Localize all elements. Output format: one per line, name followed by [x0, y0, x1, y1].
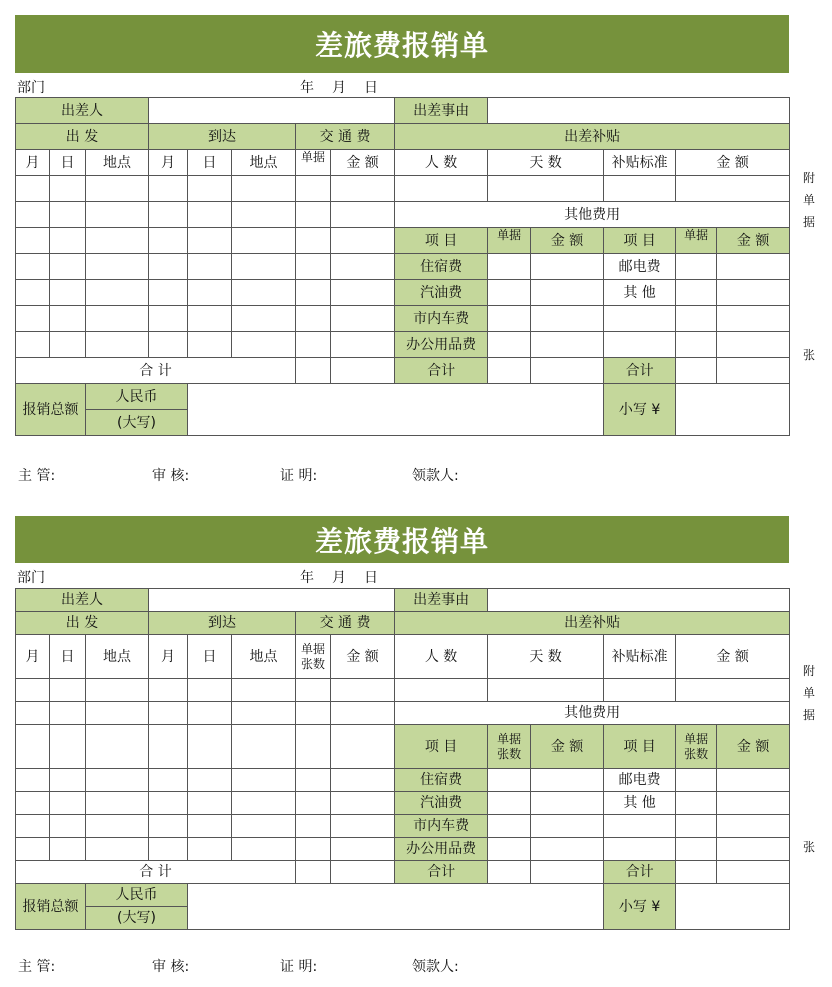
cell[interactable]	[149, 254, 188, 280]
col-month: 月	[16, 150, 50, 176]
traveler-label: 出差人	[16, 98, 149, 124]
col-receipts: 单据	[676, 228, 717, 254]
side-note-receipt: 据	[803, 215, 816, 229]
side-note-attach: 附	[803, 171, 816, 185]
cell[interactable]	[488, 332, 531, 358]
cell[interactable]	[531, 254, 604, 280]
reviewer-label: 审 核:	[152, 959, 190, 975]
col-day: 日	[188, 150, 232, 176]
transport-header: 交 通 费	[296, 124, 395, 150]
cell[interactable]	[188, 228, 232, 254]
cell[interactable]	[331, 861, 395, 884]
depart-header: 出 发	[16, 124, 149, 150]
cell[interactable]	[149, 702, 188, 725]
cell[interactable]	[717, 358, 790, 384]
cell[interactable]	[296, 769, 331, 792]
item-fuel: 汽油费	[395, 280, 488, 306]
col-item: 项 目	[604, 725, 676, 769]
cell[interactable]	[50, 679, 86, 702]
cell[interactable]	[717, 254, 790, 280]
day-label: 日	[364, 570, 378, 586]
item-local-transport: 市内车费	[395, 306, 488, 332]
count-label: 张数	[684, 746, 709, 761]
form-title: 差旅费报销单	[15, 516, 789, 563]
cell[interactable]	[531, 306, 604, 332]
year-label: 年	[300, 80, 314, 96]
col-amount: 金 额	[331, 150, 395, 176]
cell[interactable]	[488, 792, 531, 815]
expense-table	[15, 588, 790, 930]
cell[interactable]	[149, 202, 188, 228]
col-day: 日	[188, 635, 232, 679]
cell[interactable]	[232, 176, 296, 202]
col-standard: 补贴标准	[604, 635, 676, 679]
cell[interactable]	[16, 254, 50, 280]
cell[interactable]	[676, 332, 717, 358]
cell[interactable]	[86, 176, 149, 202]
cell[interactable]	[86, 228, 149, 254]
cell[interactable]	[296, 176, 331, 202]
cell[interactable]	[331, 702, 395, 725]
reason-value[interactable]	[488, 98, 790, 124]
cell[interactable]	[395, 679, 488, 702]
cell[interactable]	[16, 280, 50, 306]
amount-small-value[interactable]	[676, 384, 790, 436]
cell[interactable]	[395, 176, 488, 202]
col-receipts: 单据	[296, 150, 331, 176]
col-day: 日	[50, 635, 86, 679]
cell[interactable]	[50, 838, 86, 861]
total-label: 合 计	[16, 861, 296, 884]
item-postal: 邮电费	[604, 769, 676, 792]
cell[interactable]	[531, 838, 604, 861]
col-place: 地点	[232, 635, 296, 679]
count-label: 张数	[497, 746, 522, 761]
cell[interactable]	[488, 769, 531, 792]
cell[interactable]	[232, 702, 296, 725]
cell[interactable]	[296, 815, 331, 838]
cell[interactable]	[149, 769, 188, 792]
col-month: 月	[149, 635, 188, 679]
reason-value[interactable]	[488, 589, 790, 612]
cell[interactable]	[232, 202, 296, 228]
cell[interactable]	[296, 202, 331, 228]
cell[interactable]	[86, 838, 149, 861]
cell[interactable]	[188, 815, 232, 838]
col-amount: 金 额	[676, 635, 790, 679]
cell[interactable]	[149, 725, 188, 769]
cell[interactable]	[188, 254, 232, 280]
cell[interactable]	[531, 815, 604, 838]
subtotal-label: 合计	[604, 358, 676, 384]
cell[interactable]	[296, 280, 331, 306]
dept-date-line	[15, 73, 789, 97]
traveler-value[interactable]	[149, 589, 395, 612]
cell[interactable]	[531, 792, 604, 815]
cell[interactable]	[232, 792, 296, 815]
col-receipts: 单据	[488, 228, 531, 254]
cell[interactable]	[149, 838, 188, 861]
cell[interactable]	[717, 815, 790, 838]
cell[interactable]	[86, 306, 149, 332]
cell[interactable]	[188, 176, 232, 202]
cell[interactable]	[296, 861, 331, 884]
cell[interactable]	[50, 332, 86, 358]
cell[interactable]	[188, 838, 232, 861]
cell[interactable]	[676, 815, 717, 838]
dept-date-line	[15, 563, 789, 588]
item-local-transport: 市内车费	[395, 815, 488, 838]
cell[interactable]	[331, 358, 395, 384]
cell[interactable]	[531, 280, 604, 306]
cell[interactable]	[676, 176, 790, 202]
cell[interactable]	[296, 725, 331, 769]
col-item: 项 目	[395, 725, 488, 769]
supervisor-label: 主 管:	[18, 959, 56, 975]
col-place: 地点	[86, 150, 149, 176]
item-lodging: 住宿费	[395, 254, 488, 280]
col-item: 项 目	[604, 228, 676, 254]
cell[interactable]	[296, 838, 331, 861]
subsidy-header: 出差补贴	[395, 124, 790, 150]
cell[interactable]	[331, 792, 395, 815]
cell[interactable]	[604, 815, 676, 838]
cell[interactable]	[188, 306, 232, 332]
cell[interactable]	[331, 228, 395, 254]
col-standard: 补贴标准	[604, 150, 676, 176]
rmb-label: 人民币	[86, 384, 188, 410]
side-note-single: 单	[803, 686, 816, 700]
cell[interactable]	[232, 838, 296, 861]
col-receipt-count	[488, 725, 531, 769]
cell[interactable]	[488, 176, 604, 202]
cell[interactable]	[296, 332, 331, 358]
cell[interactable]	[86, 725, 149, 769]
cell[interactable]	[488, 280, 531, 306]
cell[interactable]	[717, 792, 790, 815]
subsidy-header: 出差补贴	[395, 612, 790, 635]
cell[interactable]	[296, 306, 331, 332]
cell[interactable]	[16, 332, 50, 358]
cell[interactable]	[86, 202, 149, 228]
cell[interactable]	[50, 202, 86, 228]
col-amount: 金 额	[717, 228, 790, 254]
cell[interactable]	[149, 228, 188, 254]
item-fuel: 汽油费	[395, 792, 488, 815]
cell[interactable]	[188, 332, 232, 358]
cell[interactable]	[717, 769, 790, 792]
cell[interactable]	[16, 725, 50, 769]
cell[interactable]	[232, 769, 296, 792]
depart-header: 出 发	[16, 612, 149, 635]
receipt-label: 单据	[684, 731, 709, 746]
cell[interactable]	[488, 838, 531, 861]
cell[interactable]	[86, 280, 149, 306]
cell[interactable]	[531, 358, 604, 384]
side-note-attach: 附	[803, 664, 816, 678]
col-item: 项 目	[395, 228, 488, 254]
cell[interactable]	[331, 769, 395, 792]
receipt-label: 单据	[497, 731, 522, 746]
cell[interactable]	[16, 792, 50, 815]
cell[interactable]	[188, 280, 232, 306]
reason-label: 出差事由	[395, 98, 488, 124]
cell[interactable]	[232, 332, 296, 358]
cell[interactable]	[331, 254, 395, 280]
col-people: 人 数	[395, 635, 488, 679]
cell[interactable]	[676, 679, 790, 702]
cell[interactable]	[149, 792, 188, 815]
cell[interactable]	[331, 332, 395, 358]
cell[interactable]	[188, 702, 232, 725]
cell[interactable]	[604, 176, 676, 202]
amount-small-label: 小写 ¥	[604, 384, 676, 436]
cell[interactable]	[232, 679, 296, 702]
side-note-sheet: 张	[803, 840, 816, 854]
col-place: 地点	[86, 635, 149, 679]
cell[interactable]	[86, 332, 149, 358]
item-other: 其 他	[604, 792, 676, 815]
cell[interactable]	[717, 306, 790, 332]
cell[interactable]	[149, 332, 188, 358]
cell[interactable]	[331, 176, 395, 202]
reason-label: 出差事由	[395, 589, 488, 612]
cell[interactable]	[331, 838, 395, 861]
cell[interactable]	[149, 306, 188, 332]
cell[interactable]	[149, 280, 188, 306]
cell[interactable]	[717, 332, 790, 358]
transport-header: 交 通 费	[296, 612, 395, 635]
cell[interactable]	[86, 792, 149, 815]
cell[interactable]	[188, 725, 232, 769]
cell[interactable]	[232, 228, 296, 254]
cell[interactable]	[676, 769, 717, 792]
traveler-value[interactable]	[149, 98, 395, 124]
cell[interactable]	[50, 306, 86, 332]
cell[interactable]	[16, 306, 50, 332]
cell[interactable]	[50, 254, 86, 280]
cell[interactable]	[50, 815, 86, 838]
cell[interactable]	[676, 861, 717, 884]
cell[interactable]	[676, 358, 717, 384]
cell[interactable]	[16, 702, 50, 725]
cell[interactable]	[676, 792, 717, 815]
dept-label: 部门	[17, 80, 45, 96]
cell[interactable]	[86, 769, 149, 792]
cell[interactable]	[488, 306, 531, 332]
cell[interactable]	[232, 306, 296, 332]
cell[interactable]	[50, 769, 86, 792]
cell[interactable]	[604, 306, 676, 332]
col-amount: 金 额	[676, 150, 790, 176]
cell[interactable]	[331, 815, 395, 838]
cell[interactable]	[188, 202, 232, 228]
col-receipt-count	[296, 635, 331, 679]
cell[interactable]	[296, 358, 331, 384]
cell[interactable]	[717, 838, 790, 861]
cell[interactable]	[16, 679, 50, 702]
witness-label: 证 明:	[280, 959, 318, 975]
col-amount: 金 额	[717, 725, 790, 769]
col-place: 地点	[232, 150, 296, 176]
expense-table	[15, 97, 790, 436]
amount-upper-value[interactable]	[188, 384, 604, 436]
cell[interactable]	[16, 228, 50, 254]
amount-small-label: 小写 ¥	[604, 884, 676, 930]
col-month: 月	[16, 635, 50, 679]
cell[interactable]	[232, 280, 296, 306]
cell[interactable]	[488, 815, 531, 838]
other-expenses-header: 其他费用	[395, 202, 790, 228]
amount-upper-value[interactable]	[188, 884, 604, 930]
side-note-receipt: 据	[803, 708, 816, 722]
col-days: 天 数	[488, 150, 604, 176]
cell[interactable]	[676, 306, 717, 332]
col-day: 日	[50, 150, 86, 176]
payee-label: 领款人:	[412, 468, 459, 484]
total-label: 合 计	[16, 358, 296, 384]
signature-line	[18, 465, 618, 485]
col-month: 月	[149, 150, 188, 176]
cell[interactable]	[50, 280, 86, 306]
cell[interactable]	[86, 702, 149, 725]
cell[interactable]	[717, 280, 790, 306]
cell[interactable]	[296, 228, 331, 254]
other-expenses-header: 其他费用	[395, 702, 790, 725]
cell[interactable]	[331, 280, 395, 306]
cell[interactable]	[717, 861, 790, 884]
item-lodging: 住宿费	[395, 769, 488, 792]
cell[interactable]	[296, 792, 331, 815]
cell[interactable]	[188, 769, 232, 792]
form-title: 差旅费报销单	[15, 15, 789, 73]
cell[interactable]	[188, 679, 232, 702]
cell[interactable]	[232, 254, 296, 280]
count-label: 张数	[301, 656, 326, 671]
cell[interactable]	[50, 702, 86, 725]
cell[interactable]	[50, 228, 86, 254]
cell[interactable]	[86, 679, 149, 702]
cell[interactable]	[676, 280, 717, 306]
item-office-supplies: 办公用品费	[395, 838, 488, 861]
expense-form-1	[15, 15, 789, 436]
witness-label: 证 明:	[280, 468, 318, 484]
cell[interactable]	[16, 815, 50, 838]
item-other: 其 他	[604, 280, 676, 306]
cell[interactable]	[16, 176, 50, 202]
cell[interactable]	[531, 332, 604, 358]
rmb-label: 人民币	[86, 884, 188, 907]
reviewer-label: 审 核:	[152, 468, 190, 484]
col-people: 人 数	[395, 150, 488, 176]
upper-case-label: (大写)	[86, 907, 188, 930]
side-note-sheet: 张	[803, 348, 816, 362]
col-amount: 金 额	[531, 725, 604, 769]
col-receipt-count	[676, 725, 717, 769]
item-office-supplies: 办公用品费	[395, 332, 488, 358]
cell[interactable]	[488, 358, 531, 384]
traveler-label: 出差人	[16, 589, 149, 612]
cell[interactable]	[296, 702, 331, 725]
side-note-single: 单	[803, 193, 816, 207]
day-label: 日	[364, 80, 378, 96]
cell[interactable]	[488, 254, 531, 280]
col-amount: 金 额	[331, 635, 395, 679]
cell[interactable]	[604, 679, 676, 702]
arrive-header: 到达	[149, 124, 296, 150]
cell[interactable]	[50, 176, 86, 202]
cell[interactable]	[16, 838, 50, 861]
cell[interactable]	[531, 861, 604, 884]
supervisor-label: 主 管:	[18, 468, 56, 484]
upper-case-label: (大写)	[86, 410, 188, 436]
item-postal: 邮电费	[604, 254, 676, 280]
col-amount: 金 额	[531, 228, 604, 254]
subtotal-label: 合计	[604, 861, 676, 884]
reimbursement-total-label: 报销总额	[16, 384, 86, 436]
cell[interactable]	[232, 815, 296, 838]
arrive-header: 到达	[149, 612, 296, 635]
cell[interactable]	[604, 332, 676, 358]
cell[interactable]	[676, 838, 717, 861]
cell[interactable]	[232, 725, 296, 769]
cell[interactable]	[16, 769, 50, 792]
cell[interactable]	[676, 254, 717, 280]
receipt-label: 单据	[301, 641, 326, 656]
cell[interactable]	[16, 202, 50, 228]
subtotal-label: 合计	[395, 358, 488, 384]
signature-line	[18, 956, 618, 976]
month-label: 月	[332, 80, 346, 96]
cell[interactable]	[488, 679, 604, 702]
month-label: 月	[332, 570, 346, 586]
cell[interactable]	[531, 769, 604, 792]
cell[interactable]	[488, 861, 531, 884]
expense-form-2	[15, 516, 789, 930]
subtotal-label: 合计	[395, 861, 488, 884]
cell[interactable]	[149, 815, 188, 838]
reimbursement-total-label: 报销总额	[16, 884, 86, 930]
col-days: 天 数	[488, 635, 604, 679]
cell[interactable]	[331, 725, 395, 769]
amount-small-value[interactable]	[676, 884, 790, 930]
cell[interactable]	[296, 679, 331, 702]
cell[interactable]	[296, 254, 331, 280]
payee-label: 领款人:	[412, 959, 459, 975]
cell[interactable]	[188, 792, 232, 815]
cell[interactable]	[331, 306, 395, 332]
year-label: 年	[300, 570, 314, 586]
cell[interactable]	[149, 679, 188, 702]
cell[interactable]	[331, 202, 395, 228]
cell[interactable]	[50, 725, 86, 769]
cell[interactable]	[149, 176, 188, 202]
cell[interactable]	[50, 792, 86, 815]
cell[interactable]	[331, 679, 395, 702]
dept-label: 部门	[17, 570, 45, 586]
cell[interactable]	[86, 254, 149, 280]
cell[interactable]	[604, 838, 676, 861]
cell[interactable]	[86, 815, 149, 838]
